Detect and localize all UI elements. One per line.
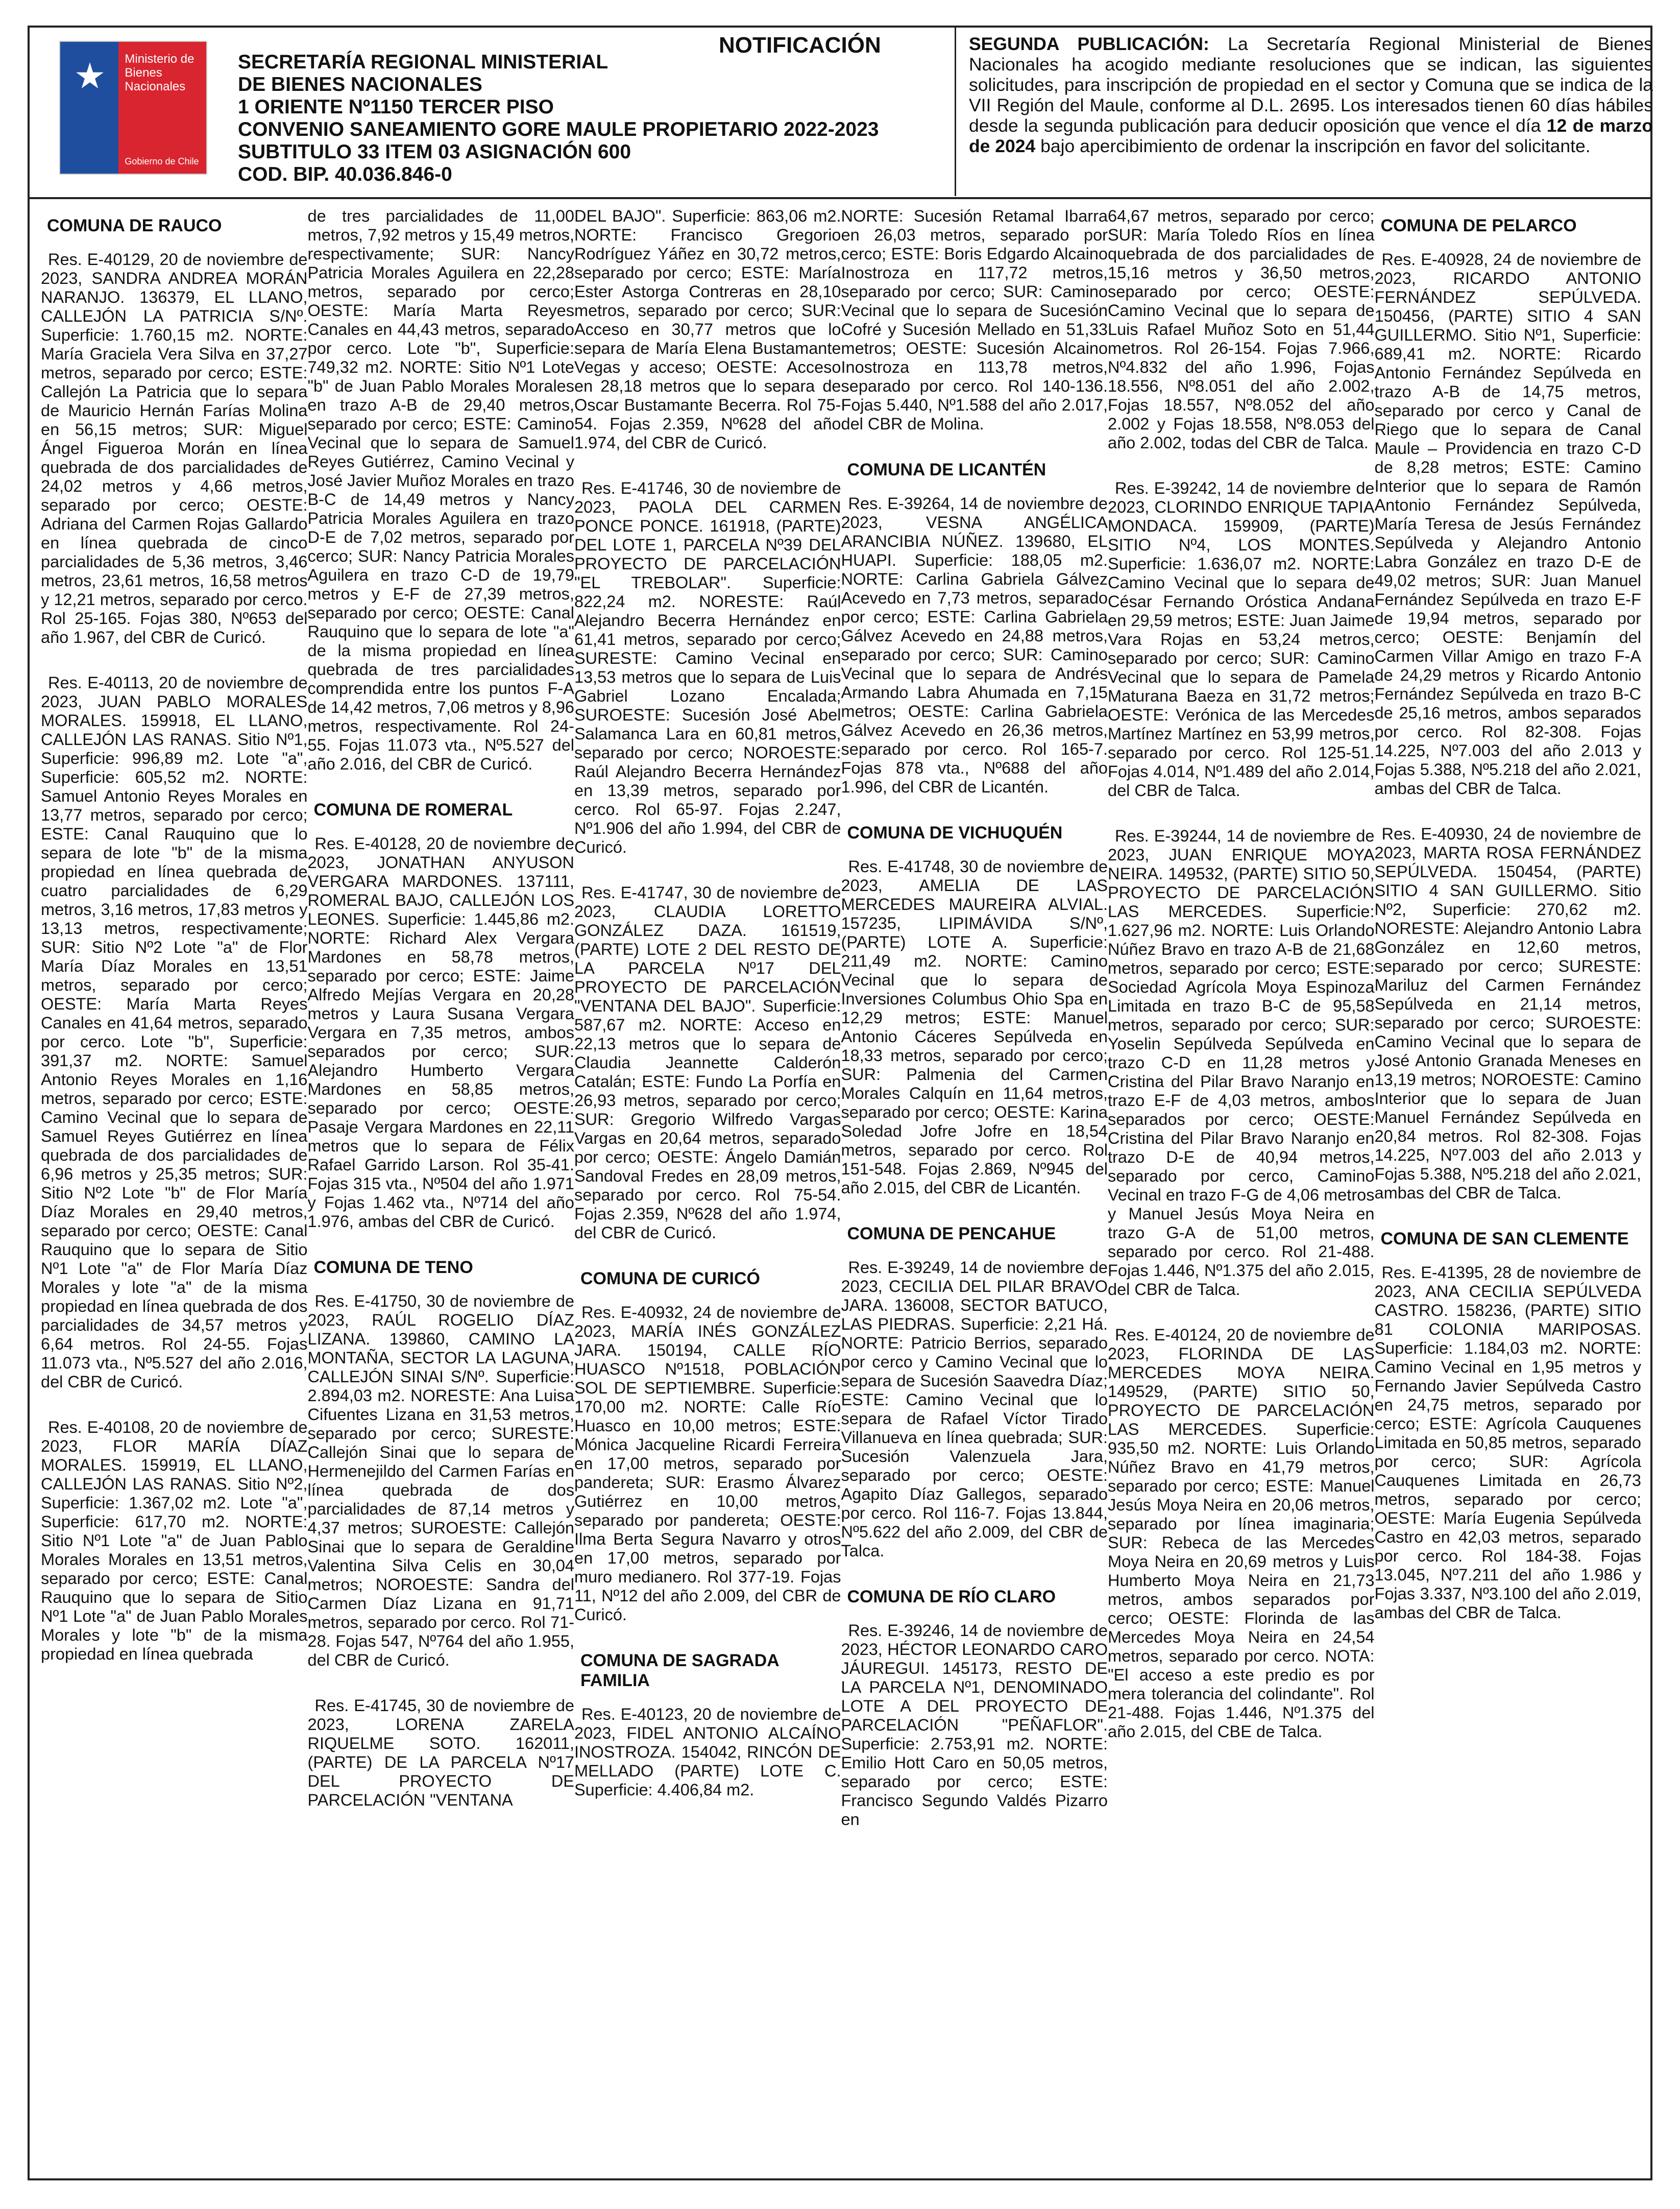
column-3 (574, 207, 841, 2173)
segunda-text: La Secretaría Regional Ministerial de Bienes Nacionales ha acogido mediante resoluciones que se indican, las siguientes solicitudes, para inscripción de propiedad en el sector y Comuna que se indica de la VII Región del Maule, conforme al D.L. 2695. Los interesados tienen 60 días hábiles desde la segunda publicación para deducir oposición que vence el día (969, 34, 1653, 136)
header (30, 28, 1653, 196)
notice-entry: Res. E-41748, 30 de noviembre de 2023, AMELIA DE LAS MERCEDES MAUREIRA ALVIAL. 157235, LIPIMÁVIDA S/Nº, (PARTE) LOTE A. Superficie: 211,49 m2. NORTE: Camino Vecinal que lo separa de Inversiones Columbus Ohio Spa en 12,29 metros; ESTE: Manuel Antonio Cáceres Sepúlveda en 18,33 metros, separado por cerco; SUR: Palmenia del Carmen Morales Calquín en 11,64 metros, separado por cerco; OESTE: Karina Soledad Jofre Jofre en 18,54 metros, separado por cerco. Rol 151-548. Fojas 2.869, Nº945 del año 2.015, del CBR de Licantén. (841, 857, 1108, 1197)
notice-continuation: DEL BAJO". Superficie: 863,06 m2. NORTE: Francisco Gregorio Rodríguez Yáñez en 30,72 metros, separado por cerco; ESTE: María Ester Astorga Contreras en 28,10 metros, separado por cerco; SUR: Acceso en 30,77 metros que lo separa de María Elena Bustamante Vegas y acceso; OESTE: Acceso en 28,18 metros que lo separa de Oscar Bustamante Becerra. Rol 75-54. Fojas 2.359, Nº628 del año 1.974, del CBR de Curicó. (574, 207, 841, 452)
column-4 (841, 207, 1108, 2173)
column-2 (308, 207, 575, 2173)
notice-entry: Res. E-41747, 30 de noviembre de 2023, CLAUDIA LORETTO GONZÁLEZ DAZA. 161519, (PARTE) LOTE 2 DEL RESTO DE LA PARCELA Nº17 DEL PROYECTO DE PARCELACIÓN "VENTANA DEL BAJO". Superficie: 587,67 m2. NORTE: Acceso en 22,13 metros que lo separa de Claudia Jeannette Calderón Catalán; ESTE: Fundo La Porfía en 26,93 metros, separado por cerco; SUR: Gregorio Wilfredo Vargas Vargas en 20,64 metros, separado por cerco; OESTE: Ángelo Damián Sandoval Fredes en 28,09 metros, separado por cerco. Rol 75-54. Fojas 2.359, Nº628 del año 1.974, del CBR de Curicó. (574, 883, 841, 1242)
notice-entry: Res. E-40928, 24 de noviembre de 2023, RICARDO ANTONIO FERNÁNDEZ SEPÚLVEDA. 150456, (PARTE) SITIO 4 SAN GUILLERMO. Sitio Nº1, Superficie: 689,41 m2. NORTE: Ricardo Antonio Fernández Sepúlveda en trazo A-B de 14,75 metros, separado por cerco y Canal de Riego que lo separa de Canal Maule – Providencia en trazo C-D de 8,28 metros; ESTE: Camino Interior que lo separa de Ramón Antonio Fernández Sepúlveda, María Teresa de Jesús Fernández Sepúlveda y Alejandro Antonio Labra González en trazo D-E de 49,02 metros; SUR: Juan Manuel Fernández Sepúlveda en trazo E-F de 19,94 metros, separado por cerco; OESTE: Benjamín del Carmen Villar Amigo en trazo F-A de 24,29 metros y Ricardo Antonio Fernández Sepúlveda en trazo B-C de 25,16 metros, ambos separados por cerco. Rol 82-308. Fojas 14.225, Nº7.003 del año 2.013 y Fojas 5.388, Nº5.218 del año 2.021, ambas del CBR de Talca. (1374, 250, 1641, 798)
section-title: COMUNA DE SAN CLEMENTE (1380, 1229, 1629, 1248)
segunda-end: bajo apercibimiento de ordenar la inscripción en favor del solicitante. (1040, 136, 1591, 156)
segunda-label: SEGUNDA PUBLICACIÓN: (969, 34, 1209, 54)
ministry-line: DE BIENES NACIONALES (238, 74, 482, 95)
notice-columns (41, 207, 1641, 2173)
section-title: COMUNA DE SAGRADA FAMILIA (580, 1651, 779, 1690)
logo-line-1: Ministerio de (125, 52, 194, 66)
column-5 (1108, 207, 1375, 2173)
notice-continuation: 64,67 metros, separado por cerco; SUR: María Toledo Ríos en línea quebrada de dos parcialidades de 15,16 metros y 36,50 metros, separado por cerco; OESTE: Camino Vecinal que lo separa de Luis Rafael Muñoz Soto en 51,44 metros. Rol 26-154. Fojas 7.966, Nº4.832 del año 1.996, Fojas 18.556, Nº8.051 del año 2.002, Fojas 18.557, Nº8.052 del año 2.002 y Fojas 18.558, Nº8.053 del año 2.002, todas del CBR de Talca. (1108, 207, 1375, 452)
notice-entry: Res. E-40128, 20 de noviembre de 2023, JONATHAN ANYUSON VERGARA MARDONES. 137111, ROMERAL BAJO, CALLEJÓN LOS LEONES. Superficie: 1.445,86 m2. NORTE: Richard Alex Vergara Mardones en 58,78 metros, separado por cerco; ESTE: Jaime Alfredo Mejías Vergara en 20,28 metros y Laura Susana Vergara Vergara en 7,35 metros, ambos separados por cerco; SUR: Alejandro Humberto Vergara Mardones en 58,85 metros, separado por cerco; OESTE: Pasaje Vergara Mardones en 22,11 metros que lo separa de Félix Rafael Garrido Larson. Rol 35-41. Fojas 315 vta., Nº504 del año 1.971 y Fojas 1.462 vta., Nº714 del año 1.976, ambas del CBR de Curicó. (307, 834, 574, 1231)
logo-blue-field (60, 42, 118, 174)
notice-entry: Res. E-40123, 20 de noviembre de 2023, FIDEL ANTONIO ALCAÍNO INOSTROZA. 154042, RINCÓN DE MELLADO (PARTE) LOTE C. Superficie: 4.406,84 m2. (574, 1705, 841, 1799)
ministry-line: SUBTITULO 33 ITEM 03 ASIGNACIÓN 600 (238, 141, 631, 163)
logo-line-2: Bienes (125, 66, 162, 80)
notice-entry: Res. E-39244, 14 de noviembre de 2023, JUAN ENRIQUE MOYA NEIRA. 149532, (PARTE) SITIO 50, PROYECTO DE PARCELACIÓN LAS MERCEDES. Superficie: 1.627,96 m2. NORTE: Luis Orlando Núñez Bravo en trazo A-B de 21,68 metros, separado por cerco; ESTE: Sociedad Agrícola Moya Espinoza Limitada en trazo B-C de 95,58 metros, separado por cerco; SUR: Yoselin Sepúlveda Sepúlveda en trazo C-D en 11,28 metros y Cristina del Pilar Bravo Naranjo en trazo E-F de 4,03 metros, ambos separados por cerco; OESTE: Cristina del Pilar Bravo Naranjo en trazo D-E de 40,94 metros, separado por cerco, Camino Vecinal en trazo F-G de 4,06 metros y Manuel Jesús Moya Neira en trazo G-A de 51,00 metros, separado por cerco. Rol 21-488. Fojas 1.446, Nº1.375 del año 2.015, del CBR de Talca. (1108, 827, 1375, 1299)
section-title: COMUNA DE ROMERAL (313, 800, 513, 820)
notice-entry: Res. E-39249, 14 de noviembre de 2023, CECILIA DEL PILAR BRAVO JARA. 136008, SECTOR BATUCO, LAS PIEDRAS. Superficie: 2,21 Há. NORTE: Patricio Berrios, separado por cerco y Camino Vecinal que lo separa de Sucesión Saavedra Díaz; ESTE: Camino Vecinal que lo separa de Rafael Víctor Tirado Villanueva en línea quebrada; SUR: Sucesión Valenzuela Jara, separado por cerco; OESTE: Agapito Díaz Gallegos, separado por cerco. Rol 116-7. Fojas 13.844, Nº5.622 del año 2.009, del CBR de Talca. (841, 1258, 1108, 1560)
segunda-publicacion (969, 34, 1653, 156)
header-divider (955, 28, 956, 196)
section-title: COMUNA DE TENO (313, 1258, 473, 1277)
notice-continuation: NORTE: Sucesión Retamal Ibarra en 26,03 metros, separado por cerco; ESTE: Boris Edgardo Alcaino Inostroza en 117,72 metros, separado por cerco; SUR: Camino Vecinal que lo separa de Sucesión Cofré y Sucesión Mellado en 51,33 metros; OESTE: Sucesión Alcaino Inostroza en 113,78 metros, separado por cerco. Rol 140-136. Fojas 5.440, Nº1.588 del año 2.017, del CBR de Molina. (841, 207, 1108, 433)
ministry-line: COD. BIP. 40.036.846-0 (238, 163, 452, 185)
section-title: COMUNA DE CURICÓ (580, 1269, 760, 1288)
ministry-block (238, 51, 953, 186)
logo-footer: Gobierno de Chile (125, 156, 199, 166)
notice-entry: Res. E-39246, 14 de noviembre de 2023, HÉCTOR LEONARDO CARO JÁUREGUI. 145173, RESTO DE LA PARCELA Nº1, DENOMINADO LOTE A DEL PROYECTO DE PARCELACIÓN "PEÑAFLOR". Superficie: 2.753,91 m2. NORTE: Emilio Hott Caro en 50,05 metros, separado por cerco; ESTE: Francisco Segundo Valdés Pizarro en (841, 1621, 1108, 1829)
segunda-date: 12 de marzo de 2024 (969, 115, 1653, 156)
notice-entry: Res. E-41395, 28 de noviembre de 2023, ANA CECILIA SEPÚLVEDA CASTRO. 158236, (PARTE) SITIO 81 COLONIA MARIPOSAS. Superficie: 1.184,03 m2. NORTE: Camino Vecinal en 1,95 metros y Fernando Javier Sepúlveda Castro en 24,75 metros, separado por cerco; ESTE: Agrícola Cauquenes Limitada en 50,85 metros, separado por cerco; SUR: Agrícola Cauquenes Limitada en 26,73 metros, separado por cerco; OESTE: María Eugenia Sepúlveda Castro en 42,03 metros, separado por cerco. Rol 184-38. Fojas 13.045, Nº7.211 del año 1.986 y Fojas 3.337, Nº3.100 del año 2.019, ambas del CBR de Talca. (1374, 1263, 1641, 1622)
section-title: COMUNA DE RAUCO (47, 216, 222, 235)
section-title: COMUNA DE PENCAHUE (847, 1224, 1056, 1243)
column-1 (41, 207, 308, 2173)
notice-entry: Res. E-39264, 14 de noviembre de 2023, VESNA ANGÉLICA ARANCIBIA NÚÑEZ. 139680, EL HUAPI. Superficie: 188,05 m2. NORTE: Carlina Gabriela Gálvez Acevedo en 7,73 metros, separado por cerco; ESTE: Carlina Gabriela Gálvez Acevedo en 24,88 metros, separado por cerco; SUR: Camino Vecinal que lo separa de Andrés Armando Labra Ahumada en 7,15 metros; OESTE: Carlina Gabriela Gálvez Acevedo en 26,36 metros, separado por cerco. Rol 165-7. Fojas 878 vta., Nº688 del año 1.996, del CBR de Licantén. (841, 494, 1108, 796)
notice-continuation: de tres parcialidades de 11,00 metros, 7,92 metros y 15,49 metros, respectivamente; SUR: Nancy Patricia Morales Aguilera en 22,28 metros, separado por cerco; OESTE: María Marta Reyes Canales en 44,43 metros, separado por cerco. Lote "b", Superficie: 749,32 m2. NORTE: Sitio Nº1 Lote "b" de Juan Pablo Morales Morales en trazo A-B de 29,40 metros, separado por cerco; ESTE: Camino Vecinal que lo separa de Samuel Reyes Gutiérrez, Camino Vecinal y José Javier Muñoz Morales en trazo B-C de 14,49 metros y Nancy Patricia Morales Aguilera en trazo D-E de 7,02 metros, separado por cerco; SUR: Nancy Patricia Morales Aguilera en trazo C-D de 19,79 metros y E-F de 27,39 metros, separado por cerco; OESTE: Canal Rauquino que lo separa de lote "a" de la misma propiedad en línea quebrada de tres parcialidades comprendida entre los puntos F-A de 14,42 metros, 7,06 metros y 8,96 metros, respectivamente. Rol 24-55. Fojas 11.073 vta., Nº5.527 del año 2.016, del CBR de Curicó. (307, 207, 574, 773)
section-title: COMUNA DE VICHUQUÉN (847, 823, 1063, 843)
logo-red-field (118, 42, 206, 174)
notice-entry: Res. E-40113, 20 de noviembre de 2023, JUAN PABLO MORALES MORALES. 159918, EL LLANO, CALLEJÓN LAS RANAS. Sitio Nº1, Superficie: 996,89 m2. Lote "a", Superficie: 605,52 m2. NORTE: Samuel Antonio Reyes Morales en 13,77 metros, separado por cerco; ESTE: Canal Rauquino que lo separa de lote "b" de la misma propiedad en línea quebrada de cuatro parcialidades de 6,29 metros, 3,16 metros, 17,83 metros y 13,13 metros, respectivamente; SUR: Sitio Nº2 Lote "a" de Flor María Díaz Morales en 13,51 metros, separado por cerco; OESTE: María Marta Reyes Canales en 41,64 metros, separado por cerco. Lote "b", Superficie: 391,37 m2. NORTE: Samuel Antonio Reyes Morales en 1,16 metros, separado por cerco; ESTE: Camino Vecinal que lo separa de Samuel Reyes Gutiérrez en línea quebrada de dos parcialidades de 6,96 metros y 25,35 metros; SUR: Sitio Nº2 Lote "b" de Flor María Díaz Morales en 29,40 metros, separado por cerco; OESTE: Canal Rauquino que lo separa de Sitio Nº1 Lote "a" de Flor María Díaz Morales y lote "a" de la misma propiedad en línea quebrada de dos parcialidades de 34,57 metros y 6,64 metros. Rol 24-55. Fojas 11.073 vta., Nº5.527 del año 2.016, del CBR de Curicó. (41, 674, 308, 1391)
notice-entry: Res. E-39242, 14 de noviembre de 2023, CLORINDO ENRIQUE TAPIA MONDACA. 159909, (PARTE) SITIO Nº4, LOS MONTES. Superficie: 1.636,07 m2. NORTE: Camino Vecinal que lo separa de César Fernando Oróstica Andana en 29,59 metros; ESTE: Juan Jaime Vara Rojas en 53,24 metros, separado por cerco; SUR: Camino Vecinal que lo separa de Pamela Maturana Baeza en 31,72 metros; OESTE: Verónica de las Mercedes Martínez Martínez en 53,99 metros, separado por cerco. Rol 125-51. Fojas 4.014, Nº1.489 del año 2.014, del CBR de Talca. (1108, 479, 1375, 800)
section-title: COMUNA DE RÍO CLARO (847, 1587, 1056, 1606)
logo-line-3: Nacionales (125, 80, 186, 93)
notice-entry: Res. E-40108, 20 de noviembre de 2023, FLOR MARÍA DÍAZ MORALES. 159919, EL LLANO, CALLEJÓN LAS RANAS. Sitio Nº2, Superficie: 1.367,02 m2. Lote "a", Superficie: 617,70 m2. NORTE: Sitio Nº1 Lote "a" de Juan Pablo Morales Morales en 13,51 metros, separado por cerco; ESTE: Canal Rauquino que lo separa de Sitio Nº1 Lote "a" de Juan Pablo Morales Morales y lote "b" de la misma propiedad en línea quebrada (41, 1418, 308, 1663)
ministry-line: 1 ORIENTE Nº1150 TERCER PISO (238, 96, 554, 118)
page-title: NOTIFICACIÓN (719, 33, 881, 58)
notice-entry: Res. E-40932, 24 de noviembre de 2023, MARÍA INÉS GONZÁLEZ JARA. 150194, CALLE RÍO HUASCO Nº1518, POBLACIÓN SOL DE SEPTIEMBRE. Superficie: 170,00 m2. NORTE: Calle Río Huasco en 10,00 metros; ESTE: Mónica Jacqueline Ricardi Ferreira en 17,00 metros, separado por pandereta; SUR: Erasmo Álvarez Gutiérrez en 10,00 metros, separado por pandereta; OESTE: Ilma Berta Segura Navarro y otros en 17,00 metros, separado por muro medianero. Rol 377-19. Fojas 11, Nº12 del año 2.009, del CBR de Curicó. (574, 1303, 841, 1624)
ministry-line: CONVENIO SANEAMIENTO GORE MAULE PROPIETARIO 2022-2023 (238, 118, 879, 140)
section-title: COMUNA DE PELARCO (1380, 216, 1577, 235)
notice-entry: Res. E-41746, 30 de noviembre de 2023, PAOLA DEL CARMEN PONCE PONCE. 161918, (PARTE) DEL LOTE 1, PARCELA Nº39 DEL PROYECTO DE PARCELACIÓN "EL TREBOLAR". Superficie: 822,24 m2. NORESTE: Raúl Alejandro Becerra Hernández en 61,41 metros, separado por cerco; SURESTE: Camino Vecinal en 13,53 metros que lo separa de Luis Gabriel Lozano Encalada; SUROESTE: Sucesión José Abel Salamanca Lara en 60,81 metros, separado por cerco; NOROESTE: Raúl Alejandro Becerra Hernández en 13,39 metros, separado por cerco. Rol 65-97. Fojas 2.247, Nº1.906 del año 1.994, del CBR de Curicó. (574, 479, 841, 856)
ministry-line: SECRETARÍA REGIONAL MINISTERIAL (238, 51, 608, 73)
header-separator (30, 197, 1650, 199)
notice-entry: Res. E-40124, 20 de noviembre de 2023, FLORINDA DE LAS MERCEDES MOYA NEIRA. 149529, (PARTE) SITIO 50, PROYECTO DE PARCELACIÓN LAS MERCEDES. Superficie: 935,50 m2. NORTE: Luis Orlando Núñez Bravo en 41,79 metros, separado por cerco; ESTE: Manuel Jesús Moya Neira en 20,06 metros, separado por línea imaginaria; SUR: Rebeca de las Mercedes Moya Neira en 20,69 metros y Luis Humberto Moya Neira en 21,73 metros, ambos separados por cerco; OESTE: Florinda de las Mercedes Moya Neira en 24,54 metros, separado por cerco. NOTA: "El acceso a este predio es por mera tolerancia del colindante". Rol 21-488. Fojas 1.446, Nº1.375 del año 2.015, del CBE de Talca. (1108, 1326, 1375, 1741)
ministry-logo (59, 41, 207, 175)
section-title: COMUNA DE LICANTÉN (847, 460, 1046, 479)
notice-entry: Res. E-41745, 30 de noviembre de 2023, LORENA ZARELA RIQUELME SOTO. 162011, (PARTE) DE LA PARCELA Nº17 DEL PROYECTO DE PARCELACIÓN "VENTANA (307, 1696, 574, 1809)
notice-entry: Res. E-40930, 24 de noviembre de 2023, MARTA ROSA FERNÁNDEZ SEPÚLVEDA. 150454, (PARTE) SITIO 4 SAN GUILLERMO. Sitio Nº2, Superficie: 270,62 m2. NORESTE: Alejandro Antonio Labra González en 12,60 metros, separado por cerco; SURESTE: Mariluz del Carmen Fernández Sepúlveda en 21,14 metros, separado por cerco; SUROESTE: Camino Vecinal que lo separa de José Antonio Granada Meneses en 13,19 metros; NOROESTE: Camino Interior que lo separa de Juan Manuel Fernández Sepúlveda en 20,84 metros. Rol 82-308. Fojas 14.225, Nº7.003 del año 2.013 y Fojas 5.388, Nº5.218 del año 2.021, ambas del CBR de Talca. (1374, 825, 1641, 1202)
notice-entry: Res. E-40129, 20 de noviembre de 2023, SANDRA ANDREA MORÁN NARANJO. 136379, EL LLANO, CALLEJÓN LA PATRICIA S/Nº. Superficie: 1.760,15 m2. NORTE: María Graciela Vera Silva en 37,27 metros, separado por cerco; ESTE: Callejón La Patricia que lo separa de Mauricio Hernán Farías Molina en 56,15 metros; SUR: Miguel Ángel Figueroa Morán en línea quebrada de dos parcialidades de 24,02 metros y 4,66 metros, separado por cerco; OESTE: Adriana del Carmen Rojas Gallardo en línea quebrada de cinco parcialidades de 5,36 metros, 3,46 metros, 23,61 metros, 16,58 metros y 12,21 metros, separado por cerco. Rol 25-165. Fojas 380, Nº653 del año 1.967, del CBR de Curicó. (41, 250, 308, 646)
column-6 (1375, 207, 1642, 2173)
notice-entry: Res. E-41750, 30 de noviembre de 2023, RAÚL ROGELIO DÍAZ LIZANA. 139860, CAMINO LA MONTAÑA, SECTOR LA LAGUNA, CALLEJÓN SINAI S/Nº. Superficie: 2.894,03 m2. NORESTE: Ana Luisa Cifuentes Lizana en 31,53 metros, separado por cerco; SURESTE: Callejón Sinai que lo separa de Hermenejildo del Carmen Farías en línea quebrada de dos parcialidades de 87,14 metros y 4,37 metros; SUROESTE: Callejón Sinai que lo separa de Geraldine Valentina Silva Celis en 30,04 metros; NOROESTE: Sandra del Carmen Díaz Lizana en 91,71 metros, separado por cerco. Rol 71-28. Fojas 547, Nº764 del año 1.955, del CBR de Curicó. (307, 1292, 574, 1669)
